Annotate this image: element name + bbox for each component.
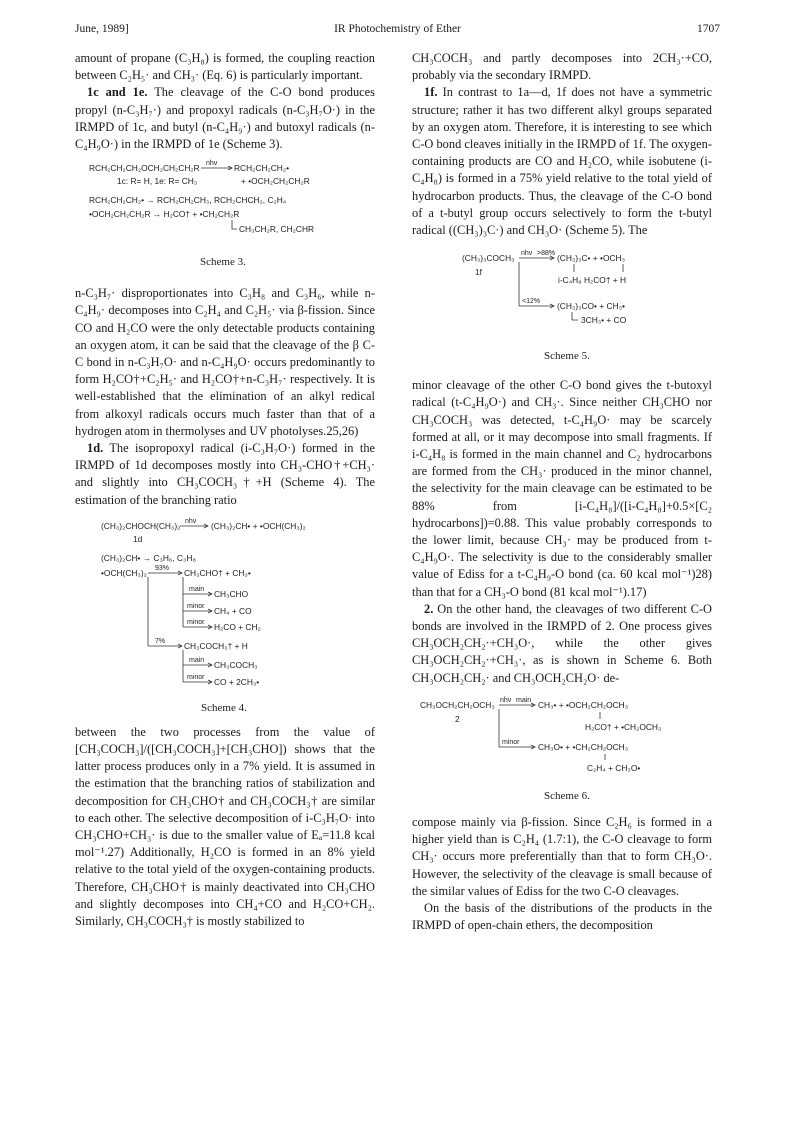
scheme5-product: (CH₃)₃CO• + CH₃• bbox=[557, 301, 625, 312]
scheme-caption: Scheme 5. bbox=[544, 350, 590, 363]
scheme3-arrow-label: nhν bbox=[206, 160, 218, 168]
section-head: 1f. bbox=[424, 85, 438, 100]
scheme4-branch-label: main bbox=[189, 585, 205, 593]
paragraph: CH₃COCH₃ and partly decomposes into 2CH₃·+CO, probably via the secondary IRMPD. bbox=[412, 51, 712, 83]
scheme4-arrow-label: nhν bbox=[185, 517, 197, 525]
scheme-caption: Scheme 3. bbox=[200, 256, 246, 269]
scheme5-product: (CH₃)₃C• + •OCH₃ bbox=[557, 253, 625, 264]
paragraph-text: On the other hand, the cleavages of two different C-O bonds are involved in the IRMPD of 2. One process gives CH₃OCH₂CH₂·+CH₃O·, while the other gives CH₃OCH₂CH₂·+CH₃·, as is shown in Scheme 6. Both CH₃OCH₂CH₂· and CH₃OCH₂CH₂O· de- bbox=[412, 601, 712, 685]
scheme5-percent: >88% bbox=[537, 250, 556, 258]
scheme6-compound-label: 2 bbox=[455, 713, 460, 724]
scheme4-product: CH₃COCH₃ bbox=[214, 659, 258, 670]
right-column bbox=[412, 50, 712, 934]
scheme-4 bbox=[75, 515, 375, 720]
paragraph: amount of propane (C₃H₈) is formed, the coupling reaction between C₂H₅· and CH₃· (Eq. 6) is particularly important. bbox=[75, 51, 375, 83]
scheme3-step: CH₃CH₂R, CH₂CHR bbox=[239, 224, 315, 235]
scheme-caption: Scheme 4. bbox=[201, 701, 247, 714]
scheme3-step: RCH₂CH₂CH₂• → RCH₂CH₂CH₃, RCH₂CHCH₂, C₂H₄ bbox=[89, 195, 287, 206]
scheme4-product: CH₃COCH₃† + H bbox=[184, 640, 248, 651]
paragraph bbox=[412, 84, 712, 239]
scheme-caption: Scheme 6. bbox=[544, 789, 590, 802]
scheme5-reactant: (CH₃)₃COCH₃ bbox=[462, 253, 515, 264]
paragraph: compose mainly via β-fission. Since C₂H₆ is formed in a higher yield than is C₂H₄ (1.7:1), the C-O cleavage to form CH₃· occurs more preferentially than that to form CH₃O·. However, the selectivity of the cleavage is small because of the similar values of Ediss for the two C-O cleavages. bbox=[412, 814, 712, 898]
scheme4-radical: •OCH(CH₃)₂ bbox=[101, 567, 147, 578]
scheme5-percent: <12% bbox=[522, 298, 541, 306]
scheme6-product: CH₃• + •OCH₂CH₂OCH₃ bbox=[538, 699, 629, 710]
paragraph: minor cleavage of the other C-O bond gives the t-butoxyl radical (t-C₄H₉O·) and CH₃·. Since neither CH₃CHO nor CH₃COCH₃ was detected, t-C₄H₉O· may be scarcely formed at all, or it may decompose into small fragments. If i-C₄H₈ is formed in the main channel and C₂ hydrocarbons are formed from the CH₃· produced in the minor channel, the selectivity for the main cleavage can be estimated to be 88% from [i-C₄H₈]/([i-C₄H₈]+0.5×[C₂ hydrocarbons])=0.88. This value probably corresponds to the lower limit, because CH₃· may be produced from t-C₄H₉O·. The selectivity is due to the considerably smaller value of Ediss for a t-C₄H₉-O bond (ca. 60 kcal mol⁻¹)28) than that for a CH₃-O bond (81 kcal mol⁻¹).17) bbox=[412, 378, 712, 599]
scheme6-step: H₂CO† + •CH₂OCH₃ bbox=[585, 721, 662, 732]
paragraph bbox=[75, 440, 375, 509]
scheme4-branch-label: minor bbox=[187, 618, 205, 626]
scheme4-branch-label: minor bbox=[187, 673, 205, 681]
scheme-3 bbox=[75, 159, 375, 281]
scheme4-product: H₂CO + CH₂ bbox=[214, 621, 261, 632]
section-head: 2. bbox=[424, 601, 434, 616]
scheme-5 bbox=[412, 245, 712, 373]
scheme4-branch-label: minor bbox=[187, 602, 205, 610]
scheme4-product: CO + 2CH₃• bbox=[214, 676, 260, 687]
scheme6-product: CH₃O• + •CH₂CH₂OCH₃ bbox=[538, 741, 629, 752]
scheme3-product: RCH₂CH₂CH₂• bbox=[234, 163, 290, 174]
scheme3-product: + •OCH₂CH₂CH₂R bbox=[241, 176, 310, 187]
scheme4-reactant: (CH₃)₂CHOCH(CH₃)₂ bbox=[101, 520, 181, 531]
paragraph bbox=[75, 84, 375, 153]
scheme3-step: •OCH₂CH₂CH₂R → H₂CO† + •CH₂CH₂R bbox=[89, 209, 240, 220]
scheme4-compound-label: 1d bbox=[133, 533, 143, 544]
scheme5-step: i-C₄H₈ H₂CO† + H bbox=[558, 275, 627, 286]
header-title: IR Photochemistry of Ether bbox=[334, 23, 461, 35]
scheme4-step: (CH₃)₂CH• → C₃H₆, C₃H₈ bbox=[101, 552, 196, 563]
header-date: June, 1989] bbox=[75, 23, 129, 35]
scheme4-percent: 7% bbox=[155, 637, 166, 645]
paragraph-text: The isopropoxyl radical (i-C₃H₇O·) formed in the IRMPD of 1d decomposes mostly into CH₃-CHO†+CH₃· and slightly into CH₃COCH₃†+H (Scheme 4). The estimation of the branching ratio bbox=[75, 441, 376, 507]
scheme4-product: CH₄ + CO bbox=[214, 605, 252, 616]
page-number: 1707 bbox=[697, 23, 720, 35]
section-head: 1c and 1e. bbox=[87, 85, 148, 100]
scheme4-branch-label: main bbox=[189, 656, 205, 664]
paragraph: n-C₃H₇· disproportionates into C₃H₈ and C₃H₆, while n-C₄H₉· decomposes into C₂H₄ and C₂H₅· via β-fission. Since CO and H₂CO were the only detectable products containing an oxygen atom, it can be said that the cleavage of the β C-C bond in n-C₃H₇O· and n-C₄H₉O· occurs predominantly to form H₂CO†+C₂H₅· and H₂CO†+n-C₃H₇· respectively. It is well-established that the elimination of an alkyl redical from alkoxyl radicals occurs much faster than that of a hydrogen atom in thermolyses and UV photolyses.25,26) bbox=[75, 286, 375, 438]
paragraph-text: In contrast to 1a—d, 1f does not have a symmetric structure; rather it has two different alkyl groups separated by an oxygen atom. Therefore, it is interesting to see which C-O bond cleaves initially in the IRMPD of 1f. The oxygen-containing products are CO and H₂CO, while isobutene (i-C₄H₈) is formed in a 75% yield relative to the total yield of hydrocarbon products. Thus, the cleavage of the C-O bond of a t-butyl group occurs selectively to form the t-butyl radical ((CH₃)₃C·) and CH₃O· (Scheme 5). The bbox=[412, 85, 712, 238]
scheme5-arrow-label: nhν bbox=[521, 250, 533, 258]
scheme4-product: CH₃CHO† + CH₃• bbox=[184, 567, 251, 578]
scheme4-product: (CH₃)₂CH• + •OCH(CH₃)₂ bbox=[211, 520, 306, 531]
scheme5-step: 3CH₃• + CO bbox=[581, 315, 627, 326]
scheme6-step: C₂H₄ + CH₃O• bbox=[587, 762, 641, 773]
left-column bbox=[75, 50, 375, 930]
paragraph-text: The cleavage of the C-O bond produces propyl (n-C₃H₇·) and propoxyl radicals (n-C₃H₇O·) in the IRMPD of 1c, and butyl (n-C₄H₉·) and butoxyl radicals (n-C₄H₉O·) in the IRMPD of 1e (Scheme 3). bbox=[75, 85, 375, 152]
scheme4-percent: 93% bbox=[155, 564, 170, 572]
section-head: 1d. bbox=[87, 441, 104, 456]
scheme3-reactant: RCH₂CH₂CH₂OCH₂CH₂CH₂R bbox=[89, 163, 200, 174]
running-header bbox=[75, 23, 720, 39]
scheme6-branch-label: minor bbox=[502, 738, 520, 746]
scheme5-compound-label: 1f bbox=[475, 267, 482, 278]
paragraph: On the basis of the distributions of the products in the IRMPD of open-chain ethers, the decomposition bbox=[412, 900, 712, 933]
scheme-6 bbox=[412, 693, 712, 810]
scheme6-arrow-label: nhν bbox=[500, 696, 512, 704]
paragraph bbox=[412, 601, 712, 687]
scheme6-branch-label: main bbox=[516, 696, 532, 704]
scheme4-product: CH₃CHO bbox=[214, 588, 249, 599]
paragraph: between the two processes from the value of [CH₃COCH₃]/([CH₃COCH₃]+[CH₃CHO]) shows that the latter process produces only in a 7% yield. It is assumed in the estimation that the branching ratios of stabilization and decomposition for CH₃CHO† and CH₃COCH₃† are similar to each other. The selective decomposition of i-C₃H₇O· into CH₃CHO+CH₃· is due to the smaller value of Eₐ=11.8 kcal mol⁻¹.27) Additionally, H₂CO is formed in an 8% yield relative to the total yield of the oxygen-containing products. Therefore, CH₃CHO† is mainly deactivated into CH₃CHO and slightly decomposes into CH₄+CO and H₂CO+CH₂. Similarly, CH₃COCH₃† is mostly stabilized to bbox=[75, 724, 375, 929]
scheme3-compound-label: 1c: R= H, 1e: R= CH₃ bbox=[117, 176, 198, 187]
scheme6-reactant: CH₃OCH₂CH₂OCH₃ bbox=[420, 699, 495, 710]
